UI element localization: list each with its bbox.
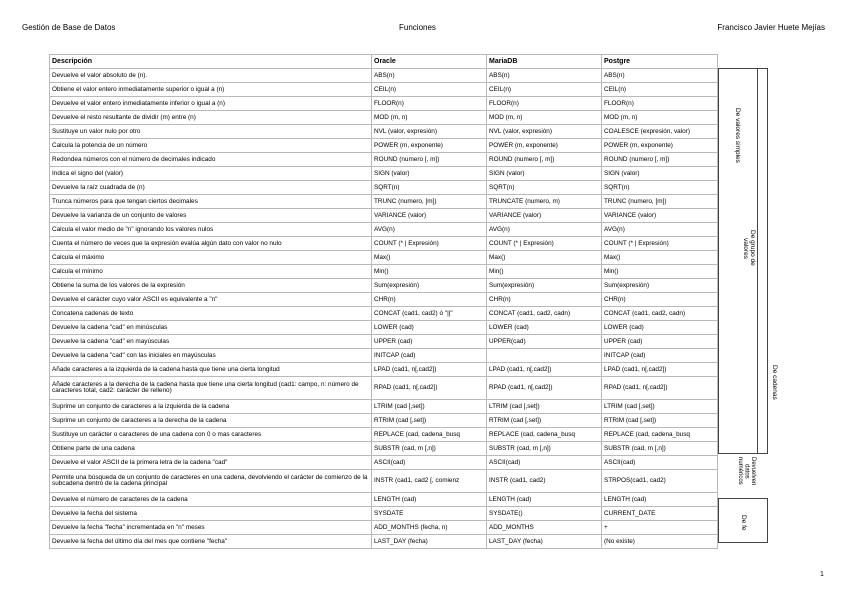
function-cell: AVG(n) (602, 223, 718, 237)
function-cell: POWER (m, exponente) (602, 139, 718, 153)
function-cell: LPAD (cad1, n[,cad2]) (372, 363, 487, 377)
function-cell: Max() (372, 251, 487, 265)
table-row (50, 209, 718, 223)
function-cell: LTRIM (cad [,set]) (602, 400, 718, 414)
function-cell: TRUNCATE (numero, m) (487, 195, 602, 209)
function-cell: SQRT(n) (372, 181, 487, 195)
function-cell: TRUNC (numero, [m]) (602, 195, 718, 209)
function-cell: CURRENT_DATE (602, 507, 718, 521)
table-row (50, 237, 718, 251)
header-section-title: Funciones (399, 23, 436, 32)
function-cell: SIGN (valor) (372, 167, 487, 181)
function-cell: Min() (487, 265, 602, 279)
functions-table (49, 54, 718, 549)
function-cell: AVG(n) (372, 223, 487, 237)
table-row (50, 153, 718, 167)
description-cell: Redondea números con el número de decimales indicado (50, 153, 372, 167)
function-cell: CHR(n) (602, 293, 718, 307)
description-cell: Obtiene la suma de los valores de la expresión (50, 279, 372, 293)
function-cell: INITCAP (cad) (372, 349, 487, 363)
function-cell: ROUND (numero [, m]) (372, 153, 487, 167)
table-row (50, 414, 718, 428)
table-row (50, 223, 718, 237)
function-cell: LTRIM (cad [,set]) (372, 400, 487, 414)
description-cell: Devuelve el resto resultante de dividir (m) entre (n) (50, 111, 372, 125)
table-row (50, 535, 718, 549)
function-cell: COUNT (* | Expresión) (372, 237, 487, 251)
function-cell: MOD (m, n) (372, 111, 487, 125)
function-cell: SYSDATE() (487, 507, 602, 521)
function-cell: MOD (m, n) (487, 111, 602, 125)
table-row (50, 321, 718, 335)
function-cell: ASCII(cad) (487, 456, 602, 470)
function-cell: RTRIM (cad [,set]) (487, 414, 602, 428)
description-cell: Añade caracteres a la derecha de la cadena hasta que tiene una cierta longitud (cad1: campo, n: número de caracteres total, cad2: carácter de relleno) (50, 377, 372, 400)
function-cell: CONCAT (cad1, cad2, cadn) (602, 307, 718, 321)
function-cell: SIGN (valor) (602, 167, 718, 181)
table-row (50, 83, 718, 97)
description-cell: Indica el signo del (valor) (50, 167, 372, 181)
function-cell: ABS(n) (487, 69, 602, 83)
function-cell: ABS(n) (602, 69, 718, 83)
function-cell: COALESCE (expresión, valor) (602, 125, 718, 139)
function-cell: AVG(n) (487, 223, 602, 237)
table-row (50, 377, 718, 400)
description-cell: Devuelve el valor absoluto de (n). (50, 69, 372, 83)
function-cell: RTRIM (cad [,set]) (372, 414, 487, 428)
function-cell: LENGTH (cad) (602, 493, 718, 507)
function-cell: CONCAT (cad1, cad2, cadn) (487, 307, 602, 321)
description-cell: Suprime un conjunto de caracteres a la izquierda de la cadena (50, 400, 372, 414)
table-row (50, 139, 718, 153)
function-cell: LOWER (cad) (602, 321, 718, 335)
function-cell: INITCAP (cad) (602, 349, 718, 363)
function-cell: FLOOR(n) (487, 97, 602, 111)
function-cell: NVL (valor, expresión) (487, 125, 602, 139)
function-cell: LAST_DAY (fecha) (372, 535, 487, 549)
table-row (50, 470, 718, 493)
description-cell: Sustituye un valor nulo por otro (50, 125, 372, 139)
function-cell: RPAD (cad1, n[,cad2]) (602, 377, 718, 400)
header-course-title: Gestión de Base de Datos (22, 23, 116, 32)
table-row (50, 181, 718, 195)
function-cell: MOD (m, n) (602, 111, 718, 125)
header-author: Francisco Javier Huete Mejías (717, 23, 825, 32)
function-cell: Max() (602, 251, 718, 265)
description-cell: Devuelve la fecha "fecha" incrementada en "n" meses (50, 521, 372, 535)
category-simple-values: De valores simples (734, 108, 741, 163)
function-cell: CEIL(n) (602, 83, 718, 97)
function-cell: COUNT (* | Expresión) (487, 237, 602, 251)
function-cell: ROUND (numero [, m]) (487, 153, 602, 167)
function-cell: Sum(expresión) (602, 279, 718, 293)
description-cell: Trunca números para que tengan ciertos decimales (50, 195, 372, 209)
function-cell: ADD_MONTHS (487, 521, 602, 535)
function-cell: Sum(expresión) (372, 279, 487, 293)
function-cell: SYSDATE (372, 507, 487, 521)
description-cell: Devuelve la cadena "cad" en minúsculas (50, 321, 372, 335)
function-cell: LPAD (cad1, n[,cad2]) (487, 363, 602, 377)
table-row (50, 167, 718, 181)
table-row (50, 125, 718, 139)
function-cell: VARIANCE (valor) (372, 209, 487, 223)
table-row (50, 69, 718, 83)
function-cell: REPLACE (cad, cadena_busq (602, 428, 718, 442)
function-cell: CEIL(n) (372, 83, 487, 97)
function-cell: STRPOS(cad1, cad2) (602, 470, 718, 493)
column-header: MariaDB (487, 55, 602, 69)
function-cell: FLOOR(n) (602, 97, 718, 111)
function-cell: FLOOR(n) (372, 97, 487, 111)
description-cell: Obtiene parte de una cadena (50, 442, 372, 456)
category-dates: De fe (740, 515, 747, 531)
function-cell: ASCII(cad) (372, 456, 487, 470)
description-cell: Devuelve la raíz cuadrada de (n) (50, 181, 372, 195)
function-cell: COUNT (* | Expresión) (602, 237, 718, 251)
table-row (50, 111, 718, 125)
table-row (50, 349, 718, 363)
column-header: Descripción (50, 55, 372, 69)
function-cell: Min() (602, 265, 718, 279)
description-cell: Devuelve la cadena "cad" con las iniciales en mayúsculas (50, 349, 372, 363)
function-cell: RPAD (cad1, n[,cad2]) (487, 377, 602, 400)
function-cell: RTRIM (cad [,set]) (602, 414, 718, 428)
table-row (50, 428, 718, 442)
function-cell: CHR(n) (372, 293, 487, 307)
column-header: Oracle (372, 55, 487, 69)
function-cell: Max() (487, 251, 602, 265)
page-number: 1 (820, 571, 824, 578)
function-cell: CONCAT (cad1, cad2) ó "||" (372, 307, 487, 321)
description-cell: Suprime un conjunto de caracteres a la derecha de la cadena (50, 414, 372, 428)
function-cell: POWER (m, exponente) (487, 139, 602, 153)
table-row (50, 456, 718, 470)
function-cell: ABS(n) (372, 69, 487, 83)
category-numeric-data: Devuelven datos numéricos (737, 456, 756, 486)
function-cell: SQRT(n) (487, 181, 602, 195)
function-cell: LENGTH (cad) (487, 493, 602, 507)
column-header: Postgre (602, 55, 718, 69)
function-cell: REPLACE (cad, cadena_busq (372, 428, 487, 442)
table-row (50, 521, 718, 535)
table-row (50, 507, 718, 521)
function-cell: ADD_MONTHS (fecha, n) (372, 521, 487, 535)
table-row (50, 442, 718, 456)
description-cell: Calcula la potencia de un número (50, 139, 372, 153)
function-cell: LOWER (cad) (487, 321, 602, 335)
description-cell: Cuenta el número de veces que la expresión evalúa algún dato con valor no nulo (50, 237, 372, 251)
table-row (50, 265, 718, 279)
description-cell: Devuelve el número de caracteres de la cadena (50, 493, 372, 507)
function-cell: TRUNC (numero, [m]) (372, 195, 487, 209)
table-row (50, 251, 718, 265)
description-cell: Devuelve el valor ASCII de la primera letra de la cadena "cad" (50, 456, 372, 470)
description-cell: Añade caracteres a la izquierda de la cadena hasta que tiene una cierta longitud (50, 363, 372, 377)
description-cell: Calcula el valor medio de "n" ignorando los valores nulos (50, 223, 372, 237)
description-cell: Concatena cadenas de texto (50, 307, 372, 321)
function-cell: LOWER (cad) (372, 321, 487, 335)
function-cell: UPPER (cad) (372, 335, 487, 349)
description-cell: Sustituye un carácter o caracteres de una cadena con 0 o mas caracteres (50, 428, 372, 442)
function-cell: NVL (valor, expresión) (372, 125, 487, 139)
function-cell: Sum(expresión) (487, 279, 602, 293)
table-row (50, 97, 718, 111)
function-cell: + (602, 521, 718, 535)
function-cell: SIGN (valor) (487, 167, 602, 181)
table-row (50, 279, 718, 293)
function-cell: SUBSTR (cad, m [,n]) (602, 442, 718, 456)
function-cell: INSTR (cad1, cad2 [, comienz (372, 470, 487, 493)
function-cell: LAST_DAY (fecha) (487, 535, 602, 549)
function-cell: SUBSTR (cad, m [,n]) (372, 442, 487, 456)
function-cell: LENGTH (cad) (372, 493, 487, 507)
table-row (50, 195, 718, 209)
description-cell: Devuelve la fecha del sistema (50, 507, 372, 521)
function-cell: Min() (372, 265, 487, 279)
description-cell: Calcula el mínimo (50, 265, 372, 279)
function-cell: POWER (m, exponente) (372, 139, 487, 153)
description-cell: Devuelve la fecha del último día del mes que contiene "fecha" (50, 535, 372, 549)
function-cell: LPAD (cad1, n[,cad2]) (602, 363, 718, 377)
function-cell (487, 349, 602, 363)
function-cell: LTRIM (cad [,set]) (487, 400, 602, 414)
function-cell: VARIANCE (valor) (602, 209, 718, 223)
category-group-values: De grupo de valores (742, 230, 756, 266)
function-cell: (No existe) (602, 535, 718, 549)
table-row (50, 400, 718, 414)
function-cell: SUBSTR (cad, m [,n]) (487, 442, 602, 456)
description-cell: Devuelve el carácter cuyo valor ASCII es equivalente a "n" (50, 293, 372, 307)
description-cell: Calcula el máximo (50, 251, 372, 265)
table-row (50, 363, 718, 377)
description-cell: Devuelve el valor entero inmediatamente inferior o igual a (n) (50, 97, 372, 111)
function-cell: REPLACE (cad, cadena_busq (487, 428, 602, 442)
description-cell: Devuelve la varianza de un conjunto de valores (50, 209, 372, 223)
function-cell: SQRT(n) (602, 181, 718, 195)
table-header-row (50, 55, 718, 69)
function-cell: CHR(n) (487, 293, 602, 307)
category-strings: De cadenas (771, 365, 778, 400)
function-cell: CEIL(n) (487, 83, 602, 97)
function-cell: ROUND (numero [, m]) (602, 153, 718, 167)
function-cell: UPPER (cad) (602, 335, 718, 349)
table-row (50, 307, 718, 321)
description-cell: Permite una búsqueda de un conjunto de caracteres en una cadena, devolviendo el carácter de comienzo de la subcadena dentro de la cadena principal (50, 470, 372, 493)
function-cell: ASCII(cad) (602, 456, 718, 470)
table-row (50, 335, 718, 349)
function-cell: VARIANCE (valor) (487, 209, 602, 223)
description-cell: Obtiene el valor entero inmediatamente superior o igual a (n) (50, 83, 372, 97)
table-row (50, 293, 718, 307)
function-cell: INSTR (cad1, cad2) (487, 470, 602, 493)
description-cell: Devuelve la cadena "cad" en mayúsculas (50, 335, 372, 349)
function-cell: UPPER(cad) (487, 335, 602, 349)
table-row (50, 493, 718, 507)
category-divider (757, 68, 758, 454)
function-cell: RPAD (cad1, n[,cad2]) (372, 377, 487, 400)
